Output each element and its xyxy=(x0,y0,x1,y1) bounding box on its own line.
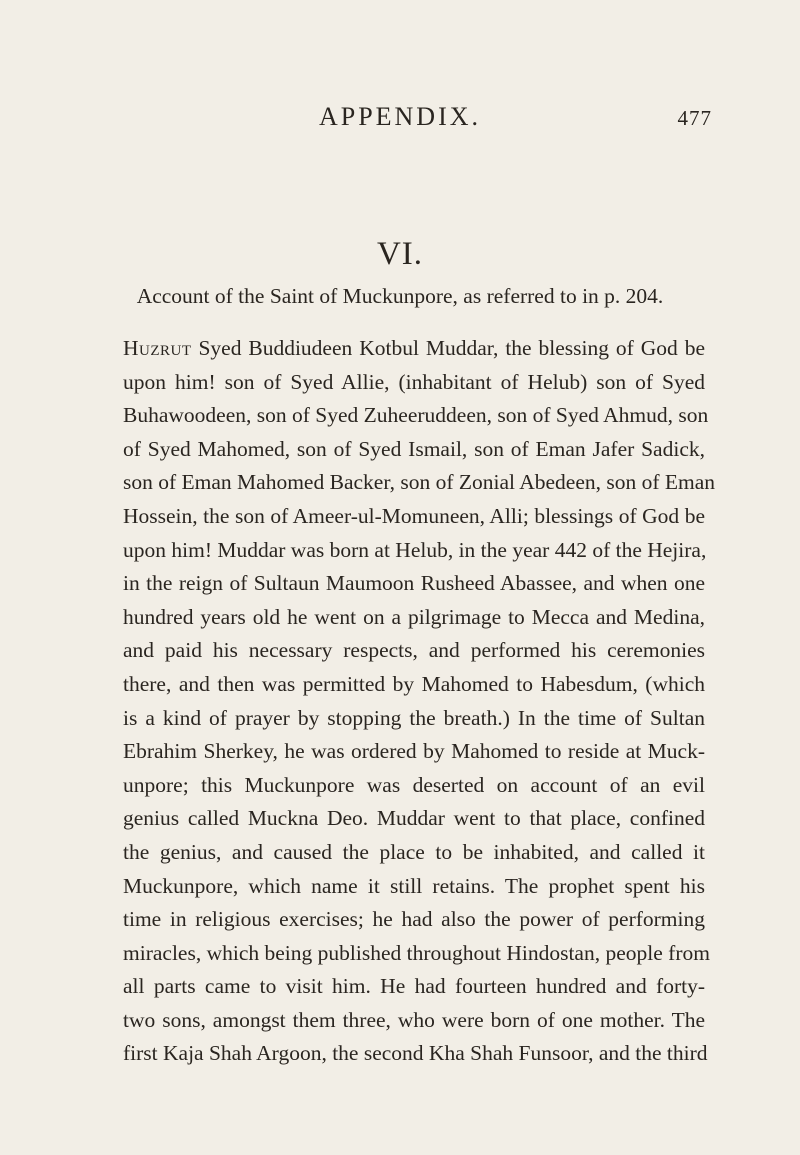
paragraph-line: genius called Muckna Deo. Muddar went to that place, confined xyxy=(123,806,705,831)
paragraph-line: and paid his necessary respects, and performed his ceremonies xyxy=(123,638,705,663)
paragraph-line: of Syed Mahomed, son of Syed Ismail, son of Eman Jafer Sadick, xyxy=(123,436,705,461)
paragraph-line: miracles, which being published throughout Hindostan, people from xyxy=(123,940,710,965)
paragraph-line: Hossein, the son of Ameer-ul-Momuneen, Alli; blessings of God be xyxy=(123,503,705,528)
paragraph-line: all parts came to visit him. He had fourteen hundred and forty- xyxy=(123,974,705,999)
paragraph-first-line xyxy=(123,332,705,366)
paragraph-line: two sons, amongst them three, who were born of one mother. The xyxy=(123,1007,705,1032)
first-line-rest: Syed Buddiudeen Kotbul Muddar, the blessing of God be xyxy=(191,336,705,360)
section-number: VI. xyxy=(376,236,424,272)
paragraph-line: Buhawoodeen, son of Syed Zuheeruddeen, son of Syed Ahmud, son xyxy=(123,403,709,428)
page-number: 477 xyxy=(677,106,712,130)
paragraph-line: upon him! son of Syed Allie, (inhabitant of Helub) son of Syed xyxy=(123,369,705,394)
paragraph-line: first Kaja Shah Argoon, the second Kha Shah Funsoor, and the third xyxy=(123,1041,708,1066)
paragraph-line: hundred years old he went on a pilgrimage to Mecca and Medina, xyxy=(123,604,705,629)
paragraph-line: upon him! Muddar was born at Helub, in the year 442 of the Hejira, xyxy=(123,537,707,562)
first-word: Huzrut xyxy=(123,336,192,360)
paragraph-line: unpore; this Muckunpore was deserted on account of an evil xyxy=(123,772,705,797)
paragraph-line: is a kind of prayer by stopping the breath.) In the time of Sultan xyxy=(123,705,705,730)
paragraph-line: in the reign of Sultaun Maumoon Rusheed Abassee, and when one xyxy=(123,571,705,596)
body-paragraph xyxy=(123,332,716,1071)
running-title: APPENDIX. xyxy=(318,102,482,131)
running-head xyxy=(0,100,800,134)
section-subtitle: Account of the Saint of Muckunpore, as referred to in p. 204. xyxy=(136,284,664,308)
paragraph-line: the genius, and caused the place to be inhabited, and called it xyxy=(123,839,705,864)
paragraph-line: there, and then was permitted by Mahomed to Habesdum, (which xyxy=(123,671,705,696)
paragraph-line: Muckunpore, which name it still retains. The prophet spent his xyxy=(123,873,705,898)
paragraph-line: Ebrahim Sherkey, he was ordered by Mahomed to reside at Muck- xyxy=(123,739,705,764)
paragraph-line: son of Eman Mahomed Backer, son of Zonial Abedeen, son of Eman xyxy=(123,470,716,495)
paragraph-line: time in religious exercises; he had also the power of performing xyxy=(123,907,705,932)
